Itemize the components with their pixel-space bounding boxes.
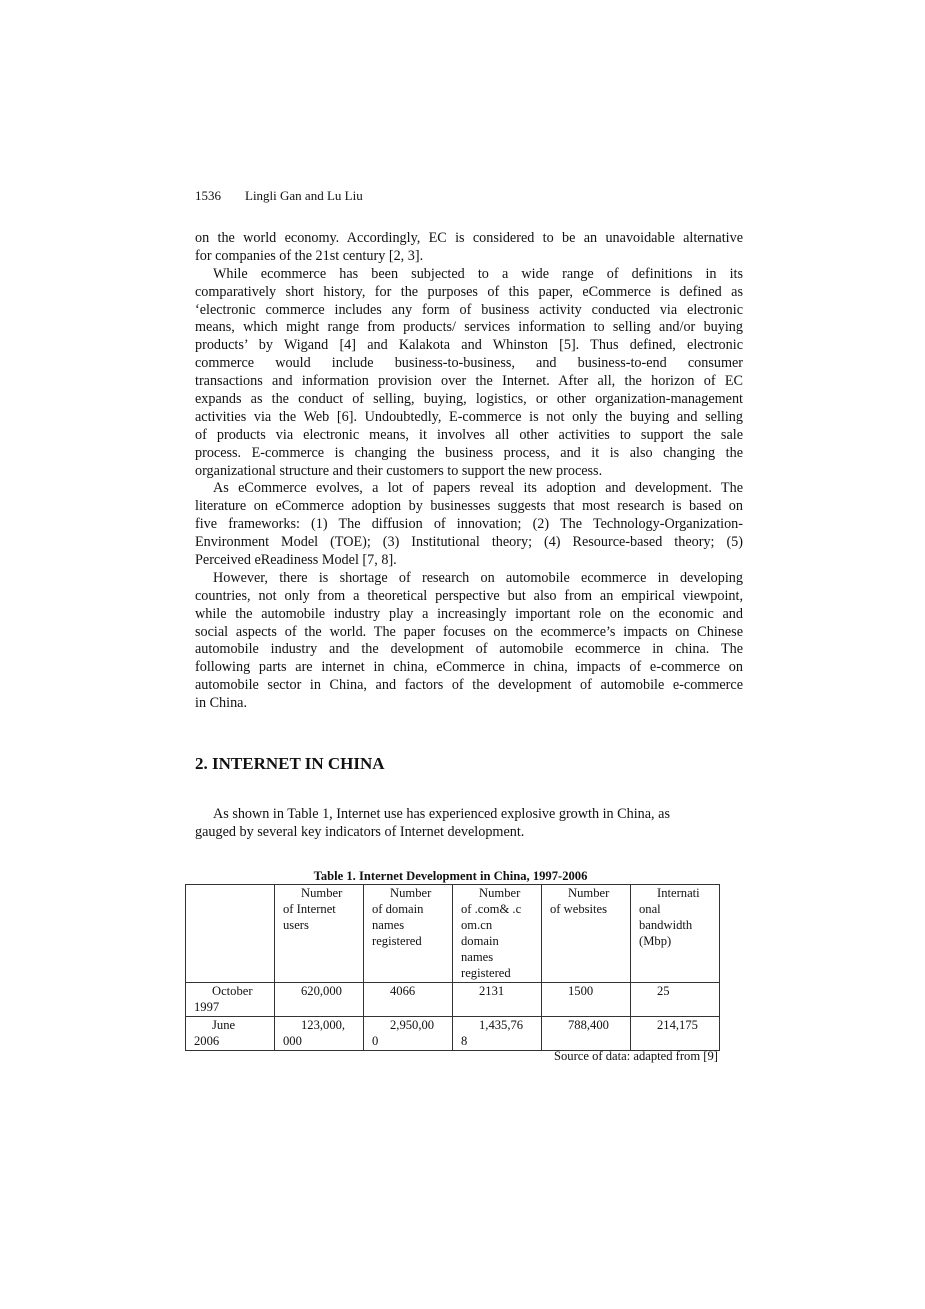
cell-text: Internati [657,886,700,900]
cell-text: Number [568,886,610,900]
cell-text: 2006 [194,1034,220,1048]
table-cell [542,1017,631,1051]
cell-text: of .com& .c [461,902,522,916]
text-line: activities via the Web [6]. Undoubtedly, E-commerce is not only the buying and selling [195,408,743,425]
authors: Lingli Gan and Lu Liu [245,188,363,203]
text-line: expands as the conduct of selling, buying, logistics, or other organization-management [195,391,743,408]
text-line: As shown in Table 1, Internet use has experienced explosive growth in China, as [213,806,670,822]
cell-text [194,885,274,901]
table-cell [364,983,453,1017]
text-line: for companies of the 21st century [2, 3]. [195,247,424,264]
table-cell [631,885,720,983]
text-line: products’ by Wigand [4] and Kalakota and Whinston [5]. Thus defined, electronic [195,337,743,354]
table-cell [364,1017,453,1051]
cell-text: of Internet [283,902,336,916]
cell-text: 1500 [568,984,594,998]
cell-text: 1997 [194,1000,220,1014]
table-cell [542,885,631,983]
cell-text: domain [461,934,499,948]
cell-text: June [212,1018,236,1032]
table-cell [275,885,364,983]
cell-text: names [461,950,494,964]
table-cell [275,1017,364,1051]
cell-text: 25 [657,984,670,998]
table-header-row [186,885,720,983]
text-line: While ecommerce has been subjected to a wide range of definitions in its [213,265,743,282]
cell-text: 1,435,76 [479,1018,524,1032]
text-line: comparatively short history, for the purposes of this paper, eCommerce is defined as [195,283,743,300]
cell-text: om.cn [461,918,493,932]
paragraph [195,266,743,481]
text-line: countries, not only from a theoretical perspective but also from an empirical viewpoint, [195,587,743,604]
cell-text: (Mbp) [639,934,672,948]
text-line: while the automobile industry play a increasingly important role on the economic and [195,605,743,622]
table-cell [453,885,542,983]
text-line: Environment Model (TOE); (3) Institutional theory; (4) Resource-based theory; (5) [195,534,743,551]
cell-text: 2131 [479,984,505,998]
internet-development-table [185,884,720,1051]
paragraph [195,480,743,569]
text-line: gauged by several key indicators of Internet development. [195,823,525,840]
text-line: on the world economy. Accordingly, EC is considered to be an unavoidable alternative [195,230,743,246]
table-cell [453,1017,542,1051]
text-line: literature on eCommerce adoption by businesses suggests that most research is based on [195,498,743,515]
table-caption: Table 1. Internet Development in China, 1997-2006 [313,869,588,883]
table-cell [186,1017,275,1051]
cell-text: 0 [372,1034,379,1048]
cell-text: bandwidth [639,918,693,932]
cell-text: October [212,984,253,998]
text-line: ‘electronic commerce includes any form of business activity conducted via electronic [195,301,743,318]
cell-text: 8 [461,1034,468,1048]
cell-text: registered [461,966,511,980]
table-cell [631,1017,720,1051]
paragraph [195,230,743,266]
cell-text: registered [372,934,422,948]
cell-text: users [283,918,309,932]
page-number: 1536 [195,188,221,203]
running-head [195,188,363,204]
text-line: commerce would include business-to-business, and business-to-end consumer [195,355,743,372]
text-line: However, there is shortage of research on automobile ecommerce in developing [213,569,743,586]
paragraph [195,570,743,713]
cell-text: names [372,918,405,932]
text-line: automobile sector in China, and factors of the development of automobile e-commerce [195,677,743,694]
table-cell [186,885,275,983]
cell-text: 4066 [390,984,416,998]
cell-text: of domain [372,902,424,916]
cell-text: 123,000, [301,1018,346,1032]
cell-text: 2,950,00 [390,1018,435,1032]
text-line: five frameworks: (1) The diffusion of innovation; (2) The Technology-Organization- [195,516,743,533]
text-line: transactions and information provision over the Internet. After all, the horizon of EC [195,373,743,390]
cell-text: of websites [550,902,608,916]
table-row [186,983,720,1017]
table-cell [186,983,275,1017]
cell-text: 214,175 [657,1018,698,1032]
section-heading: 2. INTERNET IN CHINA [195,754,385,773]
text-line: process. E-commerce is changing the business process, and it is also changing the [195,444,743,461]
text-line: As eCommerce evolves, a lot of papers reveal its adoption and development. The [213,480,743,497]
table-cell [275,983,364,1017]
cell-text: onal [639,902,661,916]
cell-text: 788,400 [568,1018,609,1032]
text-line: means, which might range from products/ services information to selling and/or buying [195,319,743,336]
body-text [195,230,743,713]
section-paragraph [195,806,670,842]
table-cell [631,983,720,1017]
cell-text: Number [301,886,343,900]
cell-text: Number [479,886,521,900]
table-row [186,1017,720,1051]
text-line: automobile industry and the development of automobile ecommerce in china. The [195,641,743,658]
text-line: Perceived eReadiness Model [7, 8]. [195,552,397,569]
cell-text: 620,000 [301,984,342,998]
cell-text: Number [390,886,432,900]
text-line: following parts are internet in china, eCommerce in china, impacts of e-commerce on [195,659,743,676]
table-cell [542,983,631,1017]
table-cell [453,983,542,1017]
table-cell [364,885,453,983]
text-line: of products via electronic means, it involves all other activities to support the sale [195,426,743,443]
text-line: in China. [195,695,248,712]
cell-text: 000 [283,1034,302,1048]
text-line: organizational structure and their customers to support the new process. [195,462,603,479]
table-source: Source of data: adapted from [9] [553,1049,718,1063]
text-line: social aspects of the world. The paper focuses on the ecommerce’s impacts on Chinese [195,623,743,640]
